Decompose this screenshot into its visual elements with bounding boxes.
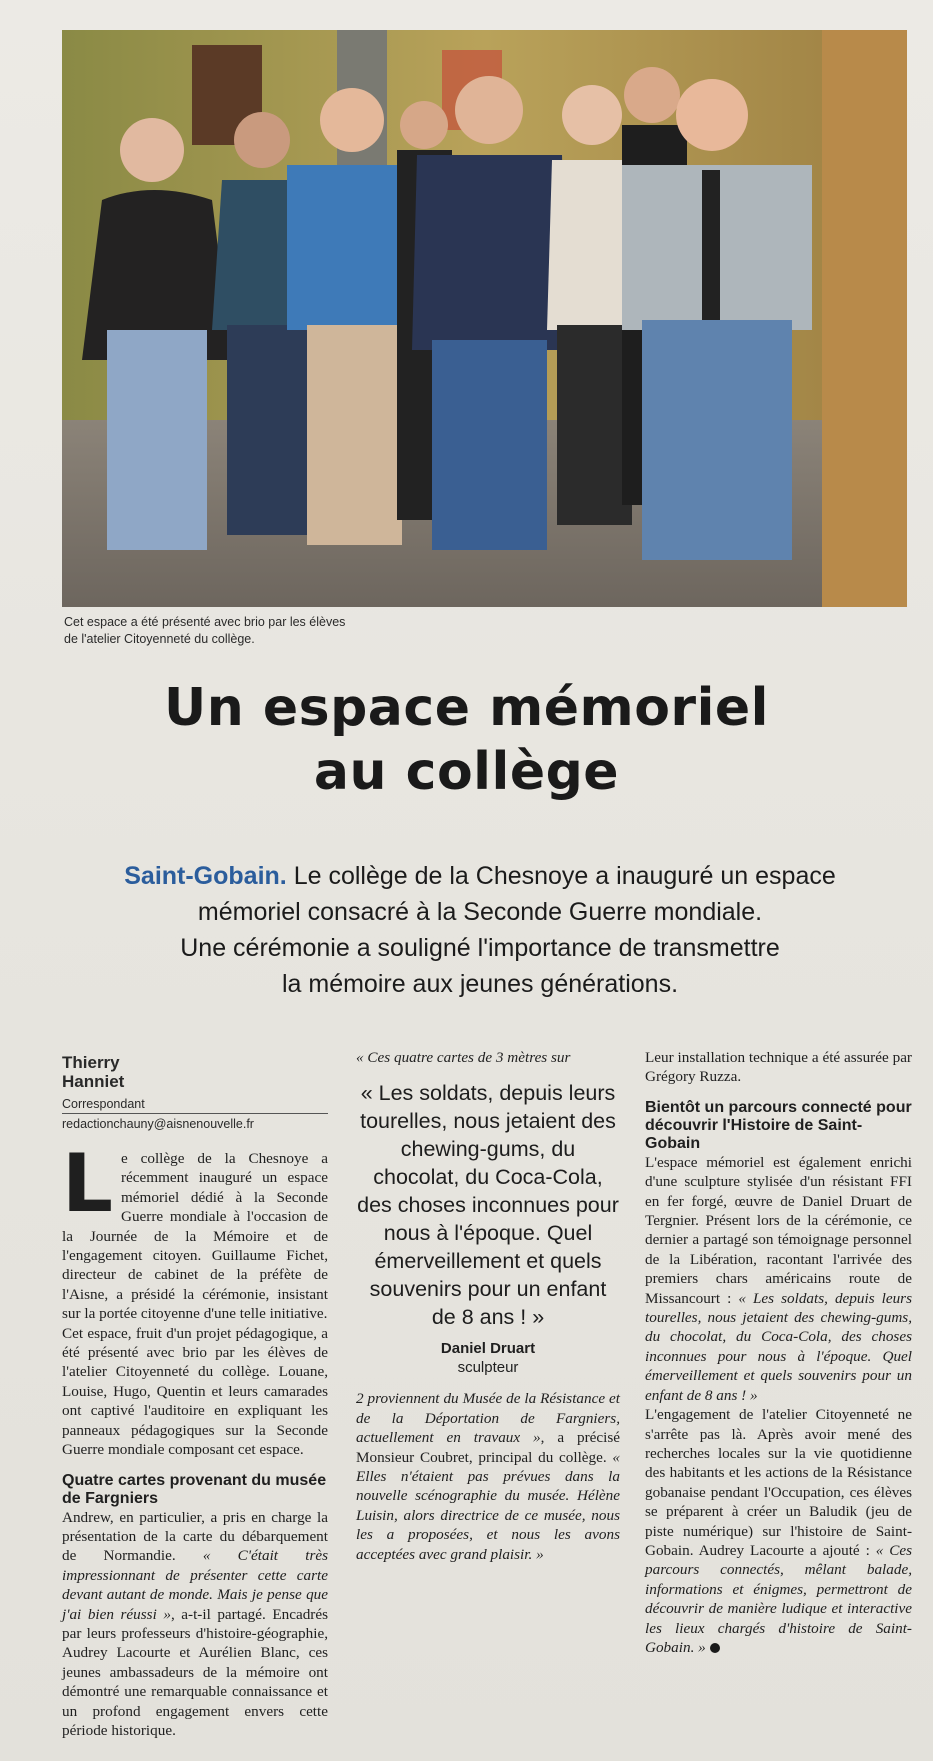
paragraph-text: , a-t-il partagé. Encadrés par leurs professeurs d'histoire-géographie, Audrey Lacourte et Aurélien Blanc, ces jeunes ambassadeurs de la mémoire ont démontré une remarquable connaissance et un profond engagement envers cette période historique. [62,1605,329,1739]
quote-text: « C'était très impressionnant de présenter cette carte devant autant de monde. Mais je pense que j'ai bien réussi » [62,1547,329,1623]
paragraph [62,1137,328,1324]
subheading: Quatre cartes provenant du musée de Fargniers [62,1471,327,1507]
quote-text: « Elles n'étaient pas prévues dans la nouvelle scénographie du musée. Hélène Luisin, alors directrice de ce musée, nous les a proposées, et nous les avons acceptées avec grand plaisir. » [356,1448,620,1563]
paragraph-text: L'espace mémoriel est également enrichi d'une sculpture stylisée d'un résistant FFI en fer forgé, œuvre de Daniel Druart de Tergnier. Présent lors de la cérémonie, ce dernier a partagé son témoignage personnel de la Libération, racontant l'arrivée des premiers chars américains route de Missancourt : [645,1153,912,1307]
intro-text: Le collège de la Chesnoye a inauguré un espace [293,862,836,890]
article-headline [0,676,933,804]
quote-text: « Ces parcours connectés, mêlant balade, informations et énigmes, permettront de découvrir de manière ludique et interactive les lieux chargés d'histoire de Saint-Gobain. » [645,1541,913,1656]
paragraph [356,1048,620,1067]
paragraph-text: Andrew, en particulier, a pris en charge la présentation de la carte du débarquement de Normandie. [62,1508,328,1565]
photo-illustration [62,30,907,607]
article-column-2 [356,1048,620,1564]
author-first: Thierry [62,1053,120,1072]
caption-line: de l'atelier Citoyenneté du collège. [64,632,255,646]
author-role: Correspondant [62,1097,145,1111]
photo-caption [64,614,564,648]
caption-line: Cet espace a été présenté avec brio par les élèves [64,615,346,629]
paragraph-text: , a précisé Monsieur Coubret, principal du collège. [356,1429,620,1466]
headline-line: au collège [313,742,620,802]
paragraph [645,1153,912,1405]
intro-text: Une cérémonie a souligné l'importance de transmettre [180,934,780,962]
paragraph: Cet espace, fruit d'un projet pédagogique, a été présenté avec brio par les élèves de l'atelier Citoyenneté du collège. Louane, Louise, Hugo, Quentin et leurs camarades ont captivé l'auditoire en expliquant les panneaux pédagogiques sur la Seconde Guerre mondiale composant cet espace. [62,1324,328,1459]
location-kicker: Saint-Gobain. [124,862,287,890]
quote-text: « Les soldats, depuis leurs tourelles, nous jetaient des chewing-gums, du chocolat, du Coca-Cola, des choses inconnues pour nous à l'époque. Quel émerveillement et quels souvenirs pour un enfant de 8 ans ! » [645,1289,912,1404]
author-email[interactable]: redactionchauny@aisnenouvelle.fr [62,1113,328,1133]
quote-text: « Ces quatre cartes de 3 mètres sur [356,1049,571,1066]
pull-quote-role: sculpteur [457,1359,519,1377]
subheading: Bientôt un parcours connecté pour découvrir l'Histoire de Saint-Gobain [645,1098,912,1152]
intro-text: la mémoire aux jeunes générations. [281,970,679,998]
paragraph-text: e collège de la Chesnoye a récemment inauguré un espace mémoriel dédié à la Seconde Guerre mondiale à l'occasion de la Journée de la Mémoire et de l'engagement citoyen. Guillaume Fichet, directeur de cabinet de la préfète de l'Aisne, a présidé la cérémonie, insistant sur la portée citoyenne d'une telle initiative. [62,1150,328,1323]
paragraph-text: L'engagement de l'atelier Citoyenneté ne s'arrête pas là. Après avoir mené des recherches locales sur la vie quotidienne des habitants et les actions de la Résistance gobanaise pendant l'Occupation, ces élèves se préparent à créer un Baludik (jeu de piste numérique) sur l'histoire de Saint-Gobain. Audrey Lacourte a ajouté : [645,1406,912,1559]
article-column-3 [645,1048,912,1657]
headline-line: Un espace mémoriel [164,678,769,738]
author-last: Hanniet [62,1072,125,1091]
group-photo [62,30,907,607]
intro-text: mémoriel consacré à la Seconde Guerre mondiale. [197,898,763,926]
end-mark-icon [710,1643,720,1653]
pull-quote: « Les soldats, depuis leurs tourelles, nous jetaient des chewing-gums, du chocolat, du Coca-Cola, des choses inconnues pour nous à l'époque. Quel émerveillement et quels souvenirs pour un enfant de 8 ans ! » [357,1081,619,1330]
quote-text: 2 proviennent du Musée de la Résistance et de la Déportation de Fargniers, actuellement en travaux » [356,1390,620,1447]
paragraph [356,1389,620,1564]
pull-quote-author: Daniel Druart [440,1340,536,1358]
article-column-1 [62,1053,328,1740]
paragraph [62,1508,328,1741]
paragraph [645,1405,912,1657]
drop-cap: L [62,1137,113,1230]
author-name [62,1053,328,1091]
paragraph: Leur installation technique a été assurée par Grégory Ruzza. [645,1049,912,1086]
article-intro [80,858,880,1002]
